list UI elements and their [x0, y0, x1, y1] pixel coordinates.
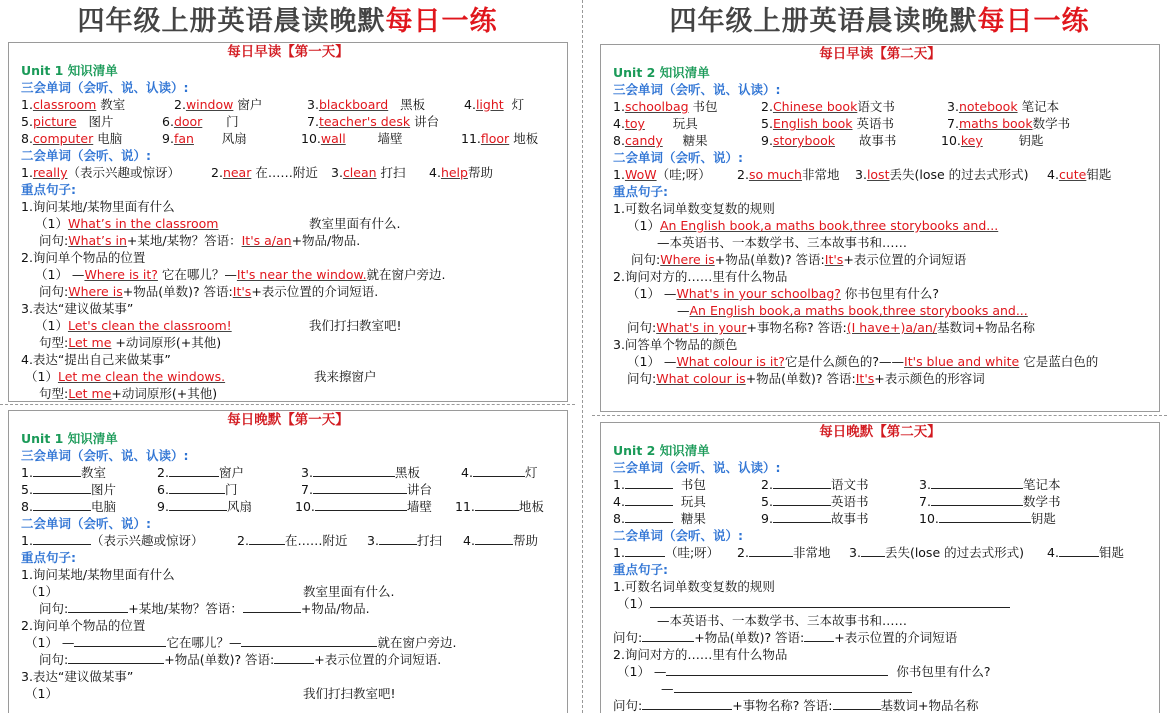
word-item: 2.near 在……附近 [211, 165, 318, 180]
blank-row: 8. 电脑 9. 风扇 10. 墙壁 11. 地板 [21, 499, 544, 514]
sentence-line: —本英语书、一本数学书、三本故事书和…… [657, 613, 908, 628]
word-item: 4.light 灯 [464, 97, 525, 112]
word-item: 3.clean 打扫 [331, 165, 406, 180]
blank-field[interactable] [241, 634, 377, 647]
blank-field[interactable] [749, 544, 793, 557]
day1-reading-box [8, 42, 568, 402]
sentence-line: 句型:Let me+动词原形(+其他) [39, 386, 218, 401]
word-row [9, 130, 567, 147]
sentence-line: （1）An English book,a maths book,three storybooks and... [627, 218, 999, 233]
sentence-line: 问句: +物品(单数)? 答语: +表示位置的介词短语 [613, 630, 958, 645]
blank-field[interactable] [861, 544, 885, 557]
blank-row: 8. 糖果 9. 故事书 10. 钥匙 [613, 511, 1056, 526]
two-skill-heading: 二会单词（会听、说）: [21, 148, 151, 163]
blank-field[interactable] [650, 595, 1010, 608]
blank-field[interactable] [1059, 544, 1099, 557]
sentence-line: （1） —Where is it? 它在哪儿？—It's near the window.就在窗户旁边. [35, 267, 446, 282]
sentence-line: 问句: +事物名称? 答语: 基数词+物品名称 [613, 698, 979, 713]
word-item: 8.computer 电脑 [21, 131, 123, 146]
blank-row: 1. （表示兴趣或惊讶） 2. 在……附近 3. 打扫 4. 帮助 [21, 533, 538, 548]
blank-field[interactable] [169, 481, 225, 494]
sentence-heading: 3.问答单个物品的颜色 [613, 337, 738, 352]
day1-page [0, 0, 575, 713]
day1-reading-title: 每日早读【第一天】 [227, 44, 349, 60]
blank-field[interactable] [33, 481, 91, 494]
word-item: 3.blackboard 黑板 [307, 97, 426, 112]
sentence-line: （1）What’s in the classroom 教室里面有什么. [35, 216, 401, 231]
word-row: 8.candy 糖果 9.storybook 故事书 10.key 钥匙 [613, 133, 1044, 148]
unit-title: Unit 1 知识清单 [21, 63, 118, 78]
key-sentences-heading: 重点句子: [21, 182, 76, 197]
sentence-line: （1） —What colour is it?它是什么颜色的?——It's blue and white 它是蓝白色的 [627, 354, 1099, 369]
unit-title: Unit 2 知识清单 [613, 443, 710, 458]
sentence-line: （1） 我们打扫教室吧! [25, 686, 396, 701]
sentence-heading: 4.表达“提出自己来做某事” [21, 352, 171, 367]
three-skill-heading: 三会单词（会听、说、认读）: [613, 460, 781, 475]
word-item: 2.window 窗户 [174, 97, 263, 112]
blank-field[interactable] [625, 476, 673, 489]
sentence-line: 句型:Let me +动词原形(+其他) [39, 335, 222, 350]
blank-field[interactable] [931, 493, 1023, 506]
day2-page [592, 0, 1167, 713]
key-sentences-heading: 重点句子: [21, 550, 76, 565]
day2-reading-box [600, 44, 1160, 412]
blank-field[interactable] [249, 532, 285, 545]
sentence-heading: 2.询问对方的……里有什么物品 [613, 269, 788, 284]
day2-title-black: 四年级上册英语晨读晚默 [669, 6, 978, 37]
blank-field[interactable] [625, 493, 673, 506]
blank-field[interactable] [169, 498, 227, 511]
blank-row: 4. 玩具 5. 英语书 7. 数学书 [613, 494, 1061, 509]
blank-field[interactable] [475, 532, 513, 545]
blank-field[interactable] [642, 629, 694, 642]
day1-writing-title: 每日晚默【第一天】 [227, 412, 349, 428]
word-row [9, 164, 567, 181]
section-divider [592, 415, 1167, 416]
day2-reading-title: 每日早读【第二天】 [819, 46, 941, 62]
sentence-heading: 3.表达“建议做某事” [21, 301, 134, 316]
blank-field[interactable] [674, 680, 912, 693]
blank-field[interactable] [274, 651, 314, 664]
three-skill-heading: 三会单词（会听、说、认读）: [613, 82, 781, 97]
blank-field[interactable] [313, 464, 395, 477]
section-divider [0, 404, 575, 405]
sentence-line: （1）Let me clean the windows. 我来擦窗户 [25, 369, 377, 384]
two-skill-heading: 二会单词（会听、说）: [613, 150, 743, 165]
sentence-line: 问句: +物品(单数)? 答语: +表示位置的介词短语. [39, 652, 442, 667]
blank-field[interactable] [773, 493, 831, 506]
three-skill-heading: 三会单词（会听、说、认读）: [21, 80, 189, 95]
sentence-heading: 3.表达“建议做某事” [21, 669, 134, 684]
sentence-line: 问句: +某地/某物？答语： +物品/物品. [39, 601, 370, 616]
sentence-line: 问句:Where is+物品(单数)? 答语:It's+表示位置的介词短语. [39, 284, 379, 299]
blank-field[interactable] [169, 464, 219, 477]
sentence-heading: 1.询问某地/某物里面有什么 [21, 199, 175, 214]
day1-title-black: 四年级上册英语晨读晚默 [77, 6, 386, 37]
key-sentences-heading: 重点句子: [613, 184, 668, 199]
sentence-heading: 2.询问单个物品的位置 [21, 618, 146, 633]
blank-field[interactable] [625, 510, 673, 523]
day1-writing-box [8, 410, 568, 713]
sentence-line: 问句:What colour is+物品(单数)? 答语:It's+表示颜色的形容词 [627, 371, 985, 386]
sentence-heading: 1.可数名词单数变复数的规则 [613, 579, 775, 594]
sentence-line: （1） —What's in your schoolbag? 你书包里有什么? [627, 286, 940, 301]
key-sentences-heading: 重点句子: [613, 562, 668, 577]
blank-field[interactable] [931, 476, 1023, 489]
blank-row: 1. 书包 2. 语文书 3. 笔记本 [613, 477, 1061, 492]
blank-row: 1. （哇;呀） 2. 非常地 3. 丢失(lose 的过去式形式) 4. 钼匙 [613, 545, 1124, 560]
blank-field[interactable] [243, 600, 301, 613]
day2-title-red: 每日一练 [977, 6, 1090, 37]
word-item: 7.teacher's desk 讲台 [307, 114, 440, 129]
sentence-heading: 2.询问对方的……里有什么物品 [613, 647, 788, 662]
blank-field[interactable] [773, 476, 831, 489]
word-row: 1.WoW（哇;呀） 2.so much非常地 3.lost丢失(lose 的过去式形式) 4.cute钼匙 [613, 167, 1112, 182]
two-skill-heading: 二会单词（会听、说）: [613, 528, 743, 543]
sentence-heading: 1.询问某地/某物里面有什么 [21, 567, 175, 582]
blank-field[interactable] [833, 697, 881, 710]
blank-field[interactable] [68, 600, 128, 613]
blank-field[interactable] [33, 532, 91, 545]
two-skill-heading: 二会单词（会听、说）: [21, 516, 151, 531]
word-item: 4.help帮助 [429, 165, 493, 180]
blank-field[interactable] [315, 498, 407, 511]
day2-writing-box [600, 422, 1160, 713]
word-item: 1.classroom 教室 [21, 97, 126, 112]
blank-field[interactable] [33, 464, 81, 477]
blank-field[interactable] [625, 544, 665, 557]
blank-field[interactable] [804, 629, 834, 642]
word-row: 1.schoolbag 书包 2.Chinese book语文书 3.notebook 笔记本 [613, 99, 1060, 114]
sentence-line: （1）Let's clean the classroom! 我们打扫教室吧! [35, 318, 402, 333]
blank-field[interactable] [939, 510, 1031, 523]
sentence-line: （1） — 它在哪儿？— 就在窗户旁边. [25, 635, 457, 650]
word-row [9, 113, 567, 130]
word-item: 6.door 门 [162, 114, 239, 129]
sentence-line: 问句:Where is+物品(单数)? 答语:It's+表示位置的介词短语 [631, 252, 967, 267]
blank-field[interactable] [475, 498, 519, 511]
blank-field[interactable] [313, 481, 407, 494]
blank-field[interactable] [773, 510, 831, 523]
day2-writing-title: 每日晚默【第二天】 [819, 424, 941, 440]
sentence-line: —An English book,a maths book,three storybooks and... [677, 303, 1028, 318]
blank-field[interactable] [379, 532, 417, 545]
day2-page-title [592, 0, 1167, 44]
page-divider [582, 0, 583, 713]
sentence-line: 问句:What's in your+事物名称? 答语:(I have+)a/an/基数词+物品名称 [627, 320, 1035, 335]
word-row [9, 96, 567, 113]
blank-row: 1. 教室 2. 窗户 3. 黑板 4. 灯 [21, 465, 538, 480]
sentence-heading: 2.询问单个物品的位置 [21, 250, 146, 265]
blank-field[interactable] [33, 498, 91, 511]
blank-field[interactable] [74, 634, 166, 647]
unit-title: Unit 1 知识清单 [21, 431, 118, 446]
sentence-line: （1） 教室里面有什么. [25, 584, 395, 599]
sentence-line: — [601, 680, 1159, 697]
word-item: 5.picture 图片 [21, 114, 114, 129]
word-item: 10.wall 墙壁 [301, 131, 403, 146]
sentence-line: —本英语书、一本数学书、三本故事书和…… [657, 235, 908, 250]
day1-page-title [0, 0, 575, 44]
sentence-line: 问句:What’s in+某地/某物？答语：It's a/an+物品/物品. [39, 233, 361, 248]
word-item: 9.fan 风扇 [162, 131, 247, 146]
blank-field[interactable] [642, 697, 732, 710]
blank-field[interactable] [666, 663, 888, 676]
word-item: 1.really（表示兴趣或惊讶） [21, 165, 181, 180]
three-skill-heading: 三会单词（会听、说、认读）: [21, 448, 189, 463]
blank-field[interactable] [68, 651, 164, 664]
day1-title-red: 每日一练 [385, 6, 498, 37]
unit-title: Unit 2 知识清单 [613, 65, 710, 80]
sentence-line: （1） [601, 595, 1159, 612]
word-item: 11.floor 地板 [461, 131, 539, 146]
sentence-line: （1） — 你书包里有什么? [617, 664, 991, 679]
blank-row: 5. 图片 6. 门 7. 讲台 [21, 482, 432, 497]
blank-field[interactable] [473, 464, 525, 477]
word-row: 4.toy 玩具 5.English book 英语书 7.maths book数学书 [613, 116, 1071, 131]
sentence-heading: 1.可数名词单数变复数的规则 [613, 201, 775, 216]
